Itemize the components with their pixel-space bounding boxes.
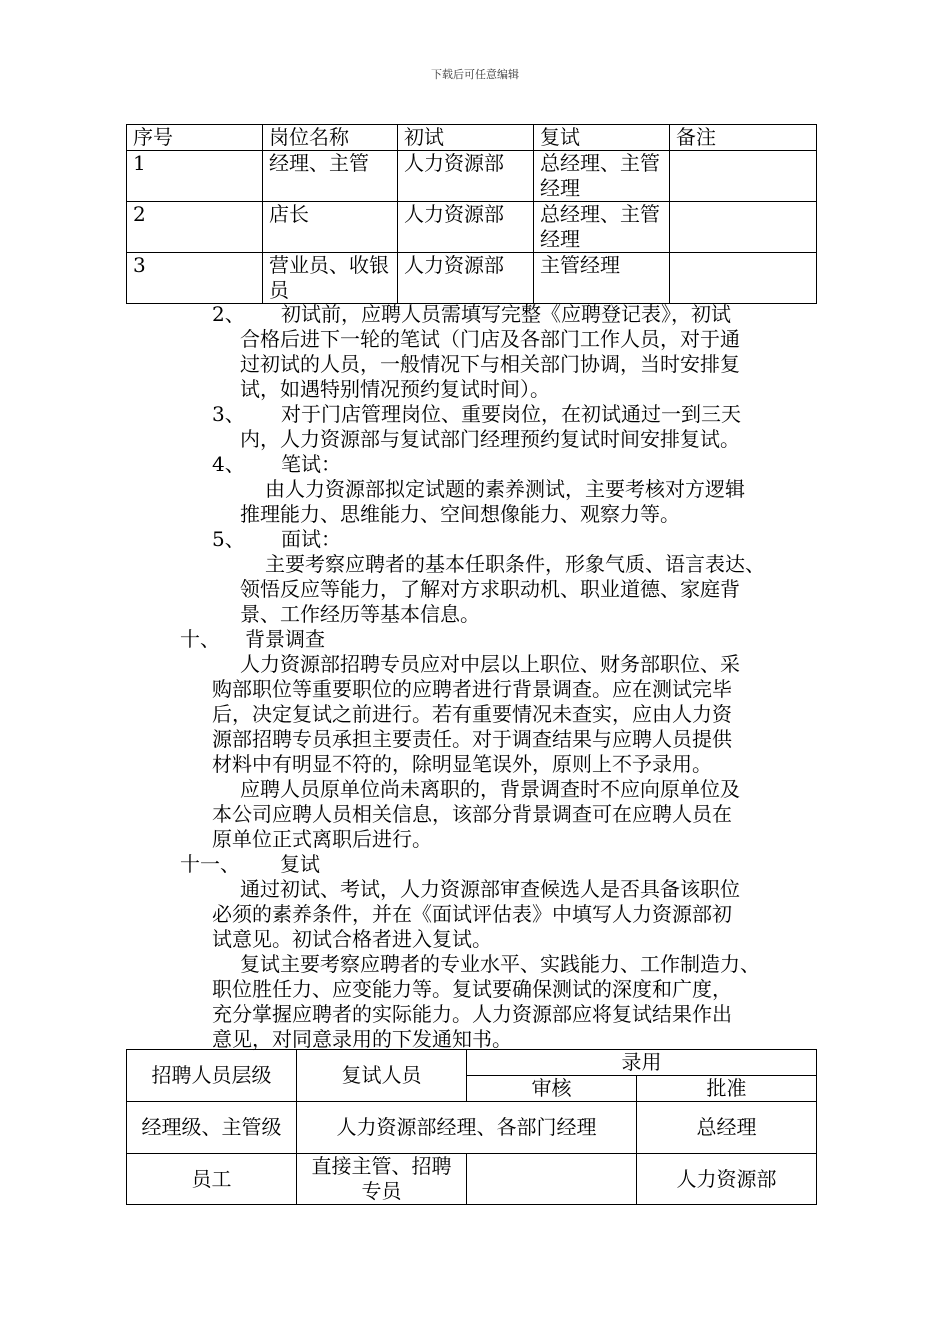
text-line: 由人力资源部拟定试题的素养测试，主要考核对方逻辑: [265, 477, 745, 501]
text-line: 试，如遇特别情况预约复试时间）。: [240, 377, 550, 401]
text-line: 推理能力、思维能力、空间想像能力、观察力等。: [240, 502, 680, 526]
header-cell: 审核: [467, 1076, 637, 1102]
text-line: 职位胜任力、应变能力等。复试要确保测试的深度和广度，: [212, 977, 732, 1001]
header-cell: 岗位名称: [263, 125, 398, 151]
text-line: 初试前，应聘人员需填写完整《应聘登记表》，初试: [281, 302, 731, 326]
table-cell: [670, 202, 817, 253]
text-line: 景、工作经历等基本信息。: [240, 602, 480, 626]
table-cell: 人力资源部: [398, 202, 534, 253]
header-cell: 招聘人员层级: [127, 1050, 297, 1102]
table-cell: [670, 253, 817, 304]
table-cell: 经理、主管: [263, 151, 398, 202]
item-number: 5、: [212, 527, 245, 551]
text-line: 合格后进下一轮的笔试（门店及各部门工作人员，对于通: [240, 327, 740, 351]
table-cell: 1: [127, 151, 263, 202]
text-line: 应聘人员原单位尚未离职的，背景调查时不应向原单位及: [240, 777, 740, 801]
text-line: 主要考察应聘者的基本任职条件，形象气质、语言表达、: [265, 552, 765, 576]
text-line: 意见，对同意录用的下发通知书。: [212, 1027, 512, 1051]
text-line: 面试：: [281, 527, 341, 551]
table-cell: 营业员、收银员: [263, 253, 398, 304]
table-row: [127, 151, 817, 202]
table-row: [127, 253, 817, 304]
table-row: [127, 1102, 817, 1154]
header-note: 下载后可任意编辑: [431, 68, 519, 81]
text-line: 充分掌握应聘者的实际能力。人力资源部应将复试结果作出: [212, 1002, 732, 1026]
section-title: 背景调查: [245, 627, 325, 651]
text-line: 通过初试、考试，人力资源部审查候选人是否具备该职位: [240, 877, 740, 901]
table-header-row: [127, 1050, 817, 1076]
item-number: 4、: [212, 452, 245, 476]
table-cell: [467, 1154, 637, 1205]
text-line: 笔试：: [281, 452, 341, 476]
table-cell: 店长: [263, 202, 398, 253]
header-cell: 初试: [398, 125, 534, 151]
header-cell: 复试: [534, 125, 670, 151]
text-line: 试意见。初试合格者进入复试。: [212, 927, 492, 951]
table-cell: 人力资源部经理、各部门经理: [297, 1102, 637, 1154]
header-cell: 序号: [127, 125, 263, 151]
table-cell: 人力资源部: [637, 1154, 817, 1205]
text-line: 必须的素养条件，并在《面试评估表》中填写人力资源部初: [212, 902, 732, 926]
hiring-approval-table: [126, 1049, 817, 1205]
table-row: [127, 202, 817, 253]
section-number: 十一、: [180, 852, 240, 876]
item-number: 3、: [212, 402, 245, 426]
table-cell: [670, 151, 817, 202]
table-cell: 总经理、主管经理: [534, 151, 670, 202]
text-line: 过初试的人员，一般情况下与相关部门协调，当时安排复: [240, 352, 740, 376]
table-cell: 2: [127, 202, 263, 253]
text-line: 购部职位等重要职位的应聘者进行背景调查。应在测试完毕: [212, 677, 732, 701]
text-line: 本公司应聘人员相关信息，该部分背景调查可在应聘人员在: [212, 802, 732, 826]
text-line: 领悟反应等能力，了解对方求职动机、职业道德、家庭背: [240, 577, 740, 601]
text-line: 人力资源部招聘专员应对中层以上职位、财务部职位、采: [240, 652, 740, 676]
table-cell: 直接主管、招聘专员: [297, 1154, 467, 1205]
table-row: [127, 1154, 817, 1205]
text-line: 材料中有明显不符的，除明显笔误外，原则上不予录用。: [212, 752, 712, 776]
header-cell: 备注: [670, 125, 817, 151]
section-number: 十、: [180, 627, 220, 651]
text-line: 原单位正式离职后进行。: [212, 827, 432, 851]
header-cell: 录用: [467, 1050, 817, 1076]
section-title: 复试: [280, 852, 320, 876]
table-header-row: [127, 125, 817, 151]
text-line: 源部招聘专员承担主要责任。对于调查结果与应聘人员提供: [212, 727, 732, 751]
table-cell: 人力资源部: [398, 253, 534, 304]
table-cell: 总经理: [637, 1102, 817, 1154]
text-line: 对于门店管理岗位、重要岗位，在初试通过一到三天: [281, 402, 741, 426]
interview-schedule-table: [126, 124, 817, 304]
text-line: 复试主要考察应聘者的专业水平、实践能力、工作制造力、: [240, 952, 760, 976]
table-cell: 人力资源部: [398, 151, 534, 202]
table-cell: 总经理、主管经理: [534, 202, 670, 253]
table-cell: 3: [127, 253, 263, 304]
header-cell: 批准: [637, 1076, 817, 1102]
item-number: 2、: [212, 302, 245, 326]
table-cell: 经理级、主管级: [127, 1102, 297, 1154]
text-line: 后，决定复试之前进行。若有重要情况未查实，应由人力资: [212, 702, 732, 726]
table-cell: 主管经理: [534, 253, 670, 304]
table-cell: 员工: [127, 1154, 297, 1205]
header-cell: 复试人员: [297, 1050, 467, 1102]
text-line: 内，人力资源部与复试部门经理预约复试时间安排复试。: [240, 427, 740, 451]
